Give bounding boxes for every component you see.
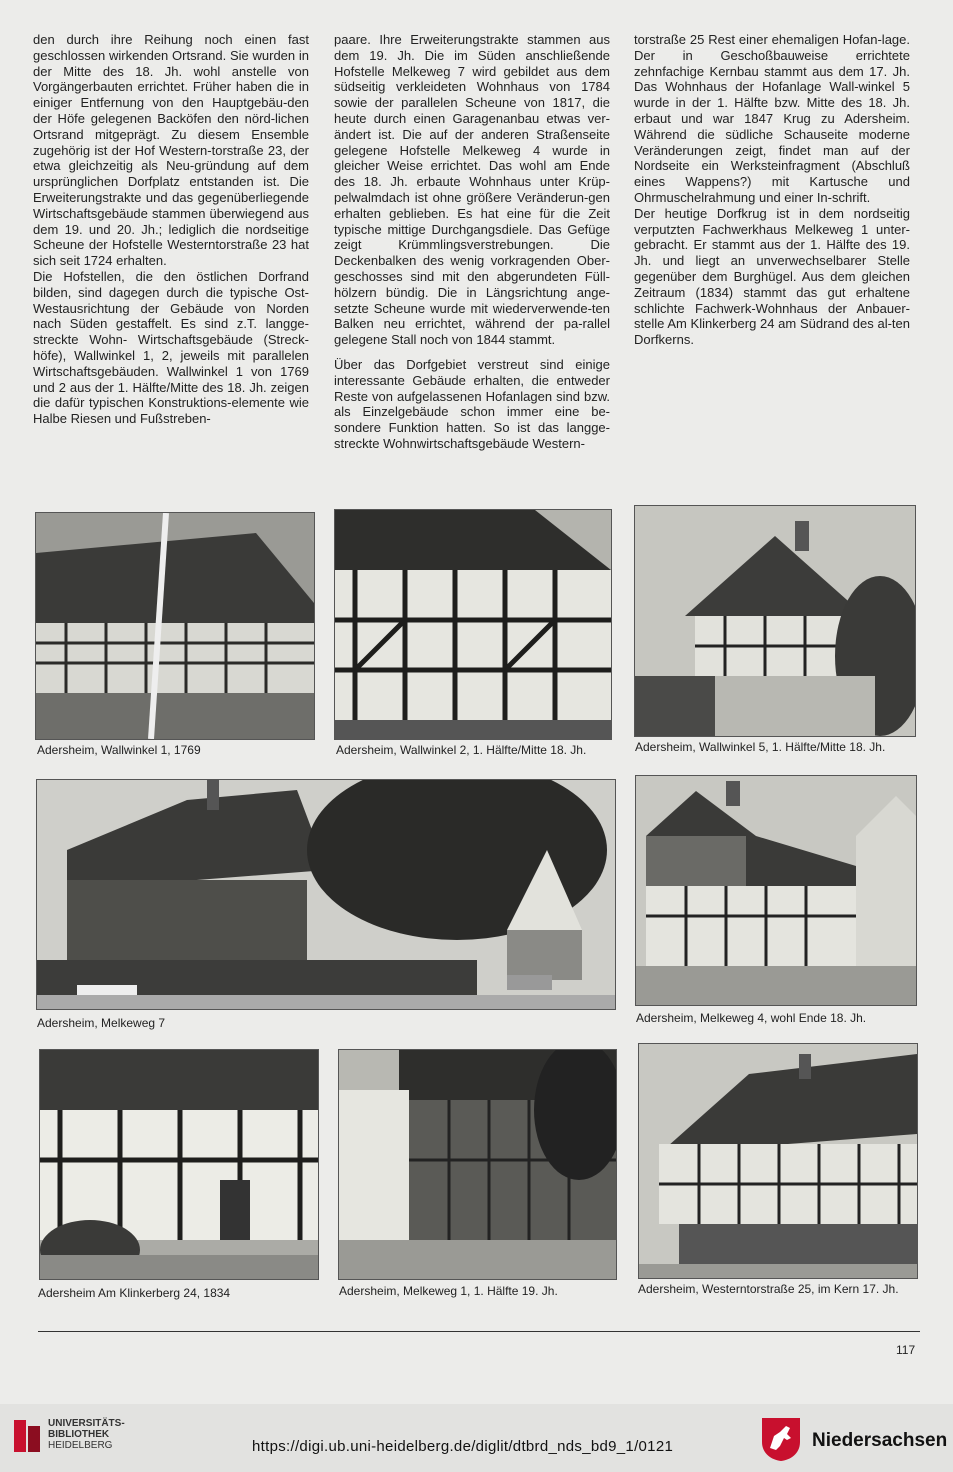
paragraph: torstraße 25 Rest einer ehemaligen Hofan-lage. Der in Geschoßbauweise errichtete zehnfachige Kernbau stammt aus dem 17. Jh. Das Wohnhaus der Hofanlage Wall-winkel 5 wurde in der 1. Hälfte bzw. Mitte des 18. Jh. erbaut und war 1847 Krug zu Adersheim. Während die südliche Schauseite moderne Veränderungen zeigt, findet man auf der Nordseite ein Werksteinfragment (Abschluß eines Wappens?) mit Kartusche und Ohrmuschelrahmung und einer In-schrift. [634, 32, 910, 205]
library-name: UNIVERSITÄTS- BIBLIOTHEK HEIDELBERG [48, 1418, 125, 1451]
paragraph: Die Hofstellen, die den östlichen Dorfrand bilden, sind dagegen durch die typische Ost-Westausrichtung der Gebäude von Norden nach Süden gestaffelt. Es sind z.T. langge-streckte Wohn- Wirtschaftsgebäude (Streck-höfe), Wallwinkel 1, 2, jeweils mit parallelen Wirtschaftsgebäuden. Wallwinkel 1 von 1769 und 2 aus der 1. Hälfte/Mitte des 18. Jh. zeigen die dafür typischen Konstruktions-elemente wie Halbe Riesen und Fußstreben- [33, 268, 309, 427]
photo-caption: Adersheim, Wallwinkel 2, 1. Hälfte/Mitte 18. Jh. [336, 743, 587, 757]
paragraph: Über das Dorfgebiet verstreut sind einige interessante Gebäude erhalten, die entweder Reste von aufgelassenen Hofanlagen sind bzw. als Einzelgebäude schon immer eine be-sondere Funktion hatten. So ist das langge-streckte Wohnwirtschaftsgebäude Western- [334, 356, 610, 451]
photo-wallwinkel-2 [334, 509, 612, 740]
photo-caption: Adersheim Am Klinkerberg 24, 1834 [38, 1286, 231, 1300]
paragraph: paare. Ihre Erweiterungstrakte stammen aus dem 19. Jh. Die im Süden anschließende Hofstelle Melkeweg 7 wird gebildet aus dem südseitig verkleideten Wohnhaus von 1784 sowie der parallelen Scheune von 1817, die heute durch einen Garagenanbau etwas ver-ändert ist. Die auf der anderen Straßenseite gelegene Hofstelle Melkeweg 4 wurde in gleicher Weise errichtet. Das wohl am Ende des 18. Jh. erbaute Wohnhaus unter Krüp-pelwalmdach ist ohne größere Veränderun-gen erhalten geblieben. Es hat eine für die Zeit typische mittige Durchgangsdiele. Das Gefüge zeigt Krümmlingsverstrebungen. Die Deckenbalken des wenig vorkragenden Ober-geschosses sind mit den abgerundeten Füll-hölzern bündig. Die in Längsrichtung ange-setzte Scheune wurde mit wiederverwende-ten Balken neu errichtet, während der pa-rallel gelegene Stall noch von 1844 stammt. [334, 32, 610, 348]
photo-caption: Adersheim, Melkeweg 4, wohl Ende 18. Jh. [636, 1011, 867, 1025]
state-name: Niedersachsen [812, 1430, 948, 1451]
photo-am-klinkerberg-24 [39, 1049, 319, 1280]
paragraph: den durch ihre Reihung noch einen fast geschlossen wirkenden Ortsrand. Sie wurden in der Mitte des 18. Jh. wohl anstelle von Vorgängerbauten errichtet. Früher haben die in einiger Entfernung von den Hauptgebäu-den der Höfe gelegenen Backöfen den nörd-lichen Ortsrand mitgeprägt. Zu diesem Ensemble zugehörig ist der Hof Western-torstraße 23, der etwa gleichzeitig als Neu-gründung auf dem ursprünglichen Dorfplatz entstanden ist. Die Erweiterungstrakte und das gegenüberliegende Wirtschaftsgebäude stammen überwiegend aus dem 19. und 20. Jh.; lediglich die nordseitige Scheune der Hofstelle Westerntorstraße 23 hat sich seit 1724 erhalten. [33, 32, 309, 269]
photo-wallwinkel-5 [634, 505, 916, 737]
photo-melkeweg-7 [36, 779, 616, 1010]
photo-wallwinkel-1 [35, 512, 315, 740]
photo-caption: Adersheim, Wallwinkel 5, 1. Hälfte/Mitte 18. Jh. [635, 740, 886, 754]
digitization-footer [0, 1404, 953, 1472]
source-url-link[interactable]: https://digi.ub.uni-heidelberg.de/diglit/dtbrd_nds_bd9_1/0121 [252, 1438, 674, 1455]
text-column-2 [334, 32, 610, 452]
footer-rule [38, 1331, 920, 1332]
photo-westerntorstrasse-25 [638, 1043, 918, 1279]
photo-melkeweg-4 [635, 775, 917, 1006]
paragraph: Der heutige Dorfkrug ist in dem nordseitig verputzten Fachwerkhaus Melkeweg 1 unter-gebracht. Er stammt aus der 1. Hälfte des 19. Jh. und liegt an unverwechselbarer Stelle gegenüber dem Burghügel. Aus dem gleichen Zeitraum (1834) stammt das gut erhaltene schlichte Fachwerk-Wohnhaus der Anbauer-stelle Am Klinkerberg 24 am Südrand des al-ten Dorfkerns. [634, 205, 910, 348]
lower-saxony-horse-crest-icon [760, 1416, 802, 1467]
photo-caption: Adersheim, Melkeweg 1, 1. Hälfte 19. Jh. [339, 1284, 558, 1298]
university-library-logo-icon [12, 1416, 42, 1461]
photo-melkeweg-1 [338, 1049, 617, 1280]
text-column-3 [634, 32, 910, 348]
text-column-1 [33, 32, 309, 427]
photo-caption: Adersheim, Melkeweg 7 [37, 1016, 166, 1030]
page-number: 117 [896, 1343, 916, 1357]
photo-caption: Adersheim, Westerntorstraße 25, im Kern 17. Jh. [638, 1282, 899, 1296]
photo-caption: Adersheim, Wallwinkel 1, 1769 [37, 743, 201, 757]
